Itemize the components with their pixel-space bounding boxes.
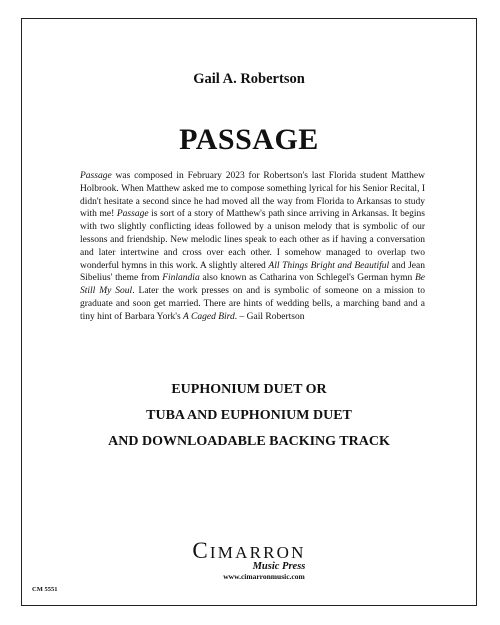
edition-line: TUBA AND EUPHONIUM DUET bbox=[146, 408, 352, 423]
program-note-title-ref: A Caged Bird bbox=[183, 311, 235, 322]
program-note-title-ref: Be Still My Soul bbox=[80, 273, 425, 297]
publisher-name bbox=[22, 538, 476, 563]
publisher-name-rest: IMARRON bbox=[209, 543, 306, 562]
program-note-title-ref: All Things Bright and Beautiful bbox=[268, 260, 390, 271]
composer-name: Gail A. Robertson bbox=[193, 71, 305, 87]
program-note-text: . – Gail Robertson bbox=[234, 311, 305, 322]
program-note bbox=[80, 170, 425, 324]
program-note-text: and Jean Sibelius' theme from bbox=[80, 260, 425, 284]
cover-page bbox=[21, 18, 477, 606]
program-note-text: is sort of a story of Matthew's path since arriving in Arkansas. It begins with two slightly conflicting ideas followed by a unison melody that is symbolic of our lessons and friendship. New melodic lines speak to each other as if having a conversation and later intertwine and cross over each other. I somehow managed to overlap two wonderful hymns in this work. A slightly altered bbox=[80, 209, 425, 271]
program-note-title-ref: Passage bbox=[80, 171, 112, 181]
edition-description bbox=[22, 377, 476, 455]
publisher-name-initial: C bbox=[192, 538, 210, 563]
publisher-logo bbox=[22, 538, 476, 581]
program-note-title-ref: Passage bbox=[116, 209, 149, 220]
edition-line: AND DOWNLOADABLE BACKING TRACK bbox=[108, 434, 390, 449]
edition-line: EUPHONIUM DUET OR bbox=[171, 382, 327, 397]
publisher-url: www.cimarronmusic.com bbox=[223, 572, 305, 581]
catalog-number: CM 5551 bbox=[32, 586, 58, 593]
program-note-text: . Later the work presses on and is symbolic of someone on a mission to graduate and soon get married. There are hints of wedding bells, a marching band and a tiny hint of Barbara York's bbox=[80, 286, 426, 322]
program-note-text: also known as Catharina von Schlegel's German hymn bbox=[199, 273, 415, 284]
program-note-title-ref: Finlandia bbox=[162, 273, 200, 284]
publisher-subtitle: Music Press bbox=[252, 561, 306, 572]
piece-title: PASSAGE bbox=[179, 123, 319, 156]
program-note-text: was composed in February 2023 for Robertson's last Florida student Matthew Holbrook. When Matthew asked me to compose something lyrical for his Senior Recital, I didn't hesitate a second since he had moved all the way from Florida to Arkansas to study with me! bbox=[80, 171, 425, 220]
